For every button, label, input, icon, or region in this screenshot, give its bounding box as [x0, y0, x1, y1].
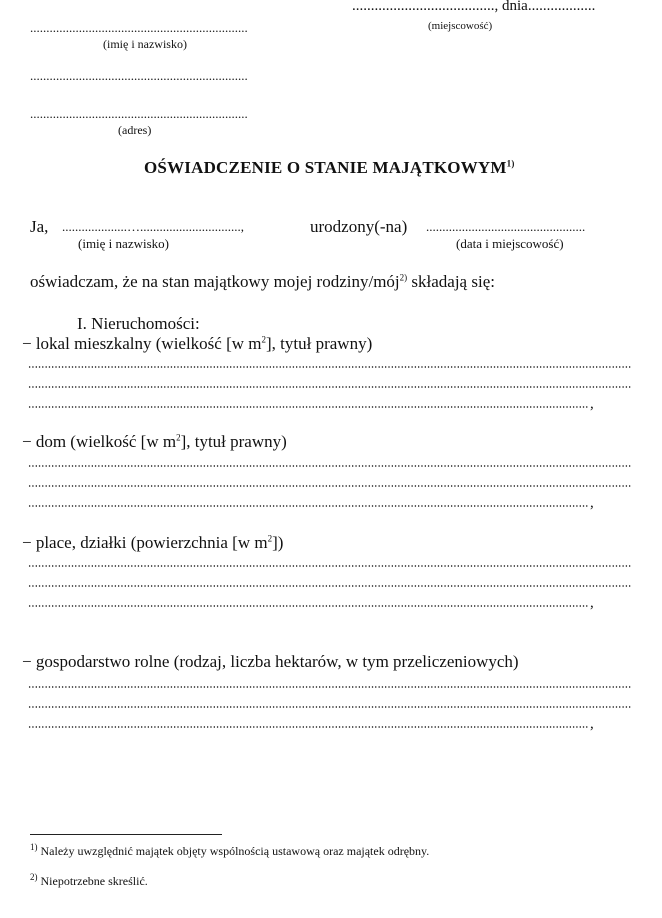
- item-dom-line-1[interactable]: [28, 465, 631, 467]
- item-farm-line-1[interactable]: [28, 686, 631, 688]
- footnote-1: $^{1)}$ Należy uwzględnić majątek objęty wspólnością ustawową oraz majątek odrębny.: [30, 842, 430, 858]
- ja-label: Ja,: [30, 217, 49, 236]
- footnote-2: $^{2)}$ Niepotrzebne skreślić.: [30, 872, 148, 888]
- title-footnote-ref: 1): [506, 158, 515, 169]
- statement-text: [30, 272, 495, 292]
- footnote-divider: [30, 834, 222, 835]
- item-place-line-1[interactable]: [28, 565, 631, 567]
- title-text: OŚWIADCZENIE O STANIE MAJĄTKOWYM: [144, 158, 507, 177]
- declarant-name-label: (imię i nazwisko): [78, 236, 169, 251]
- place-label: (miejscowość): [428, 20, 493, 32]
- item-dom-line-3[interactable]: [28, 505, 588, 507]
- item-dom-comma: ,: [590, 495, 594, 511]
- item-place-line-3[interactable]: [28, 605, 588, 607]
- item-farm-comma: ,: [590, 716, 594, 732]
- name-label: (imię i nazwisko): [103, 37, 187, 51]
- document-title: [144, 158, 515, 178]
- born-label: urodzony(-na): [310, 217, 408, 236]
- place-date-line[interactable]: ......................................, dnia..................: [352, 0, 596, 14]
- birth-label: (data i miejscowość): [456, 236, 564, 251]
- address-line-1[interactable]: ...................................................................: [30, 68, 248, 83]
- statement-before: oświadczam, że na stan majątkowy mojej rodziny/mój: [30, 272, 400, 291]
- item-lokal-line-1[interactable]: [28, 366, 631, 368]
- item-place-comma: ,: [590, 595, 594, 611]
- item-place-label: − place, działki (powierzchnia [w $m^2$]): [22, 533, 284, 552]
- item-lokal-label: − lokal mieszkalny (wielkość [w $m^2$], tytuł prawny): [22, 334, 373, 353]
- item-dom-label: − dom (wielkość [w $m^2$], tytuł prawny): [22, 432, 287, 451]
- item-farm-line-2[interactable]: [28, 706, 631, 708]
- item-farm-line-3[interactable]: [28, 726, 588, 728]
- section-heading: I. Nieruchomości:: [77, 314, 200, 333]
- item-lokal-comma: ,: [590, 396, 594, 412]
- statement-footnote-ref: 2): [399, 272, 408, 283]
- address-label: (adres): [118, 123, 152, 137]
- declarant-name-field[interactable]: ....................…...............................,: [62, 219, 244, 234]
- birth-field[interactable]: .................................................: [426, 219, 586, 234]
- item-farm-label: − gospodarstwo rolne (rodzaj, liczba hektarów, w tym przeliczeniowych): [22, 652, 519, 671]
- item-dom-line-2[interactable]: [28, 485, 631, 487]
- item-lokal-line-3[interactable]: [28, 406, 588, 408]
- statement-after: składają się:: [407, 272, 495, 291]
- item-place-line-2[interactable]: [28, 585, 631, 587]
- name-line[interactable]: ...................................................................: [30, 20, 248, 35]
- address-line-2[interactable]: ...................................................................: [30, 106, 248, 121]
- item-lokal-line-2[interactable]: [28, 386, 631, 388]
